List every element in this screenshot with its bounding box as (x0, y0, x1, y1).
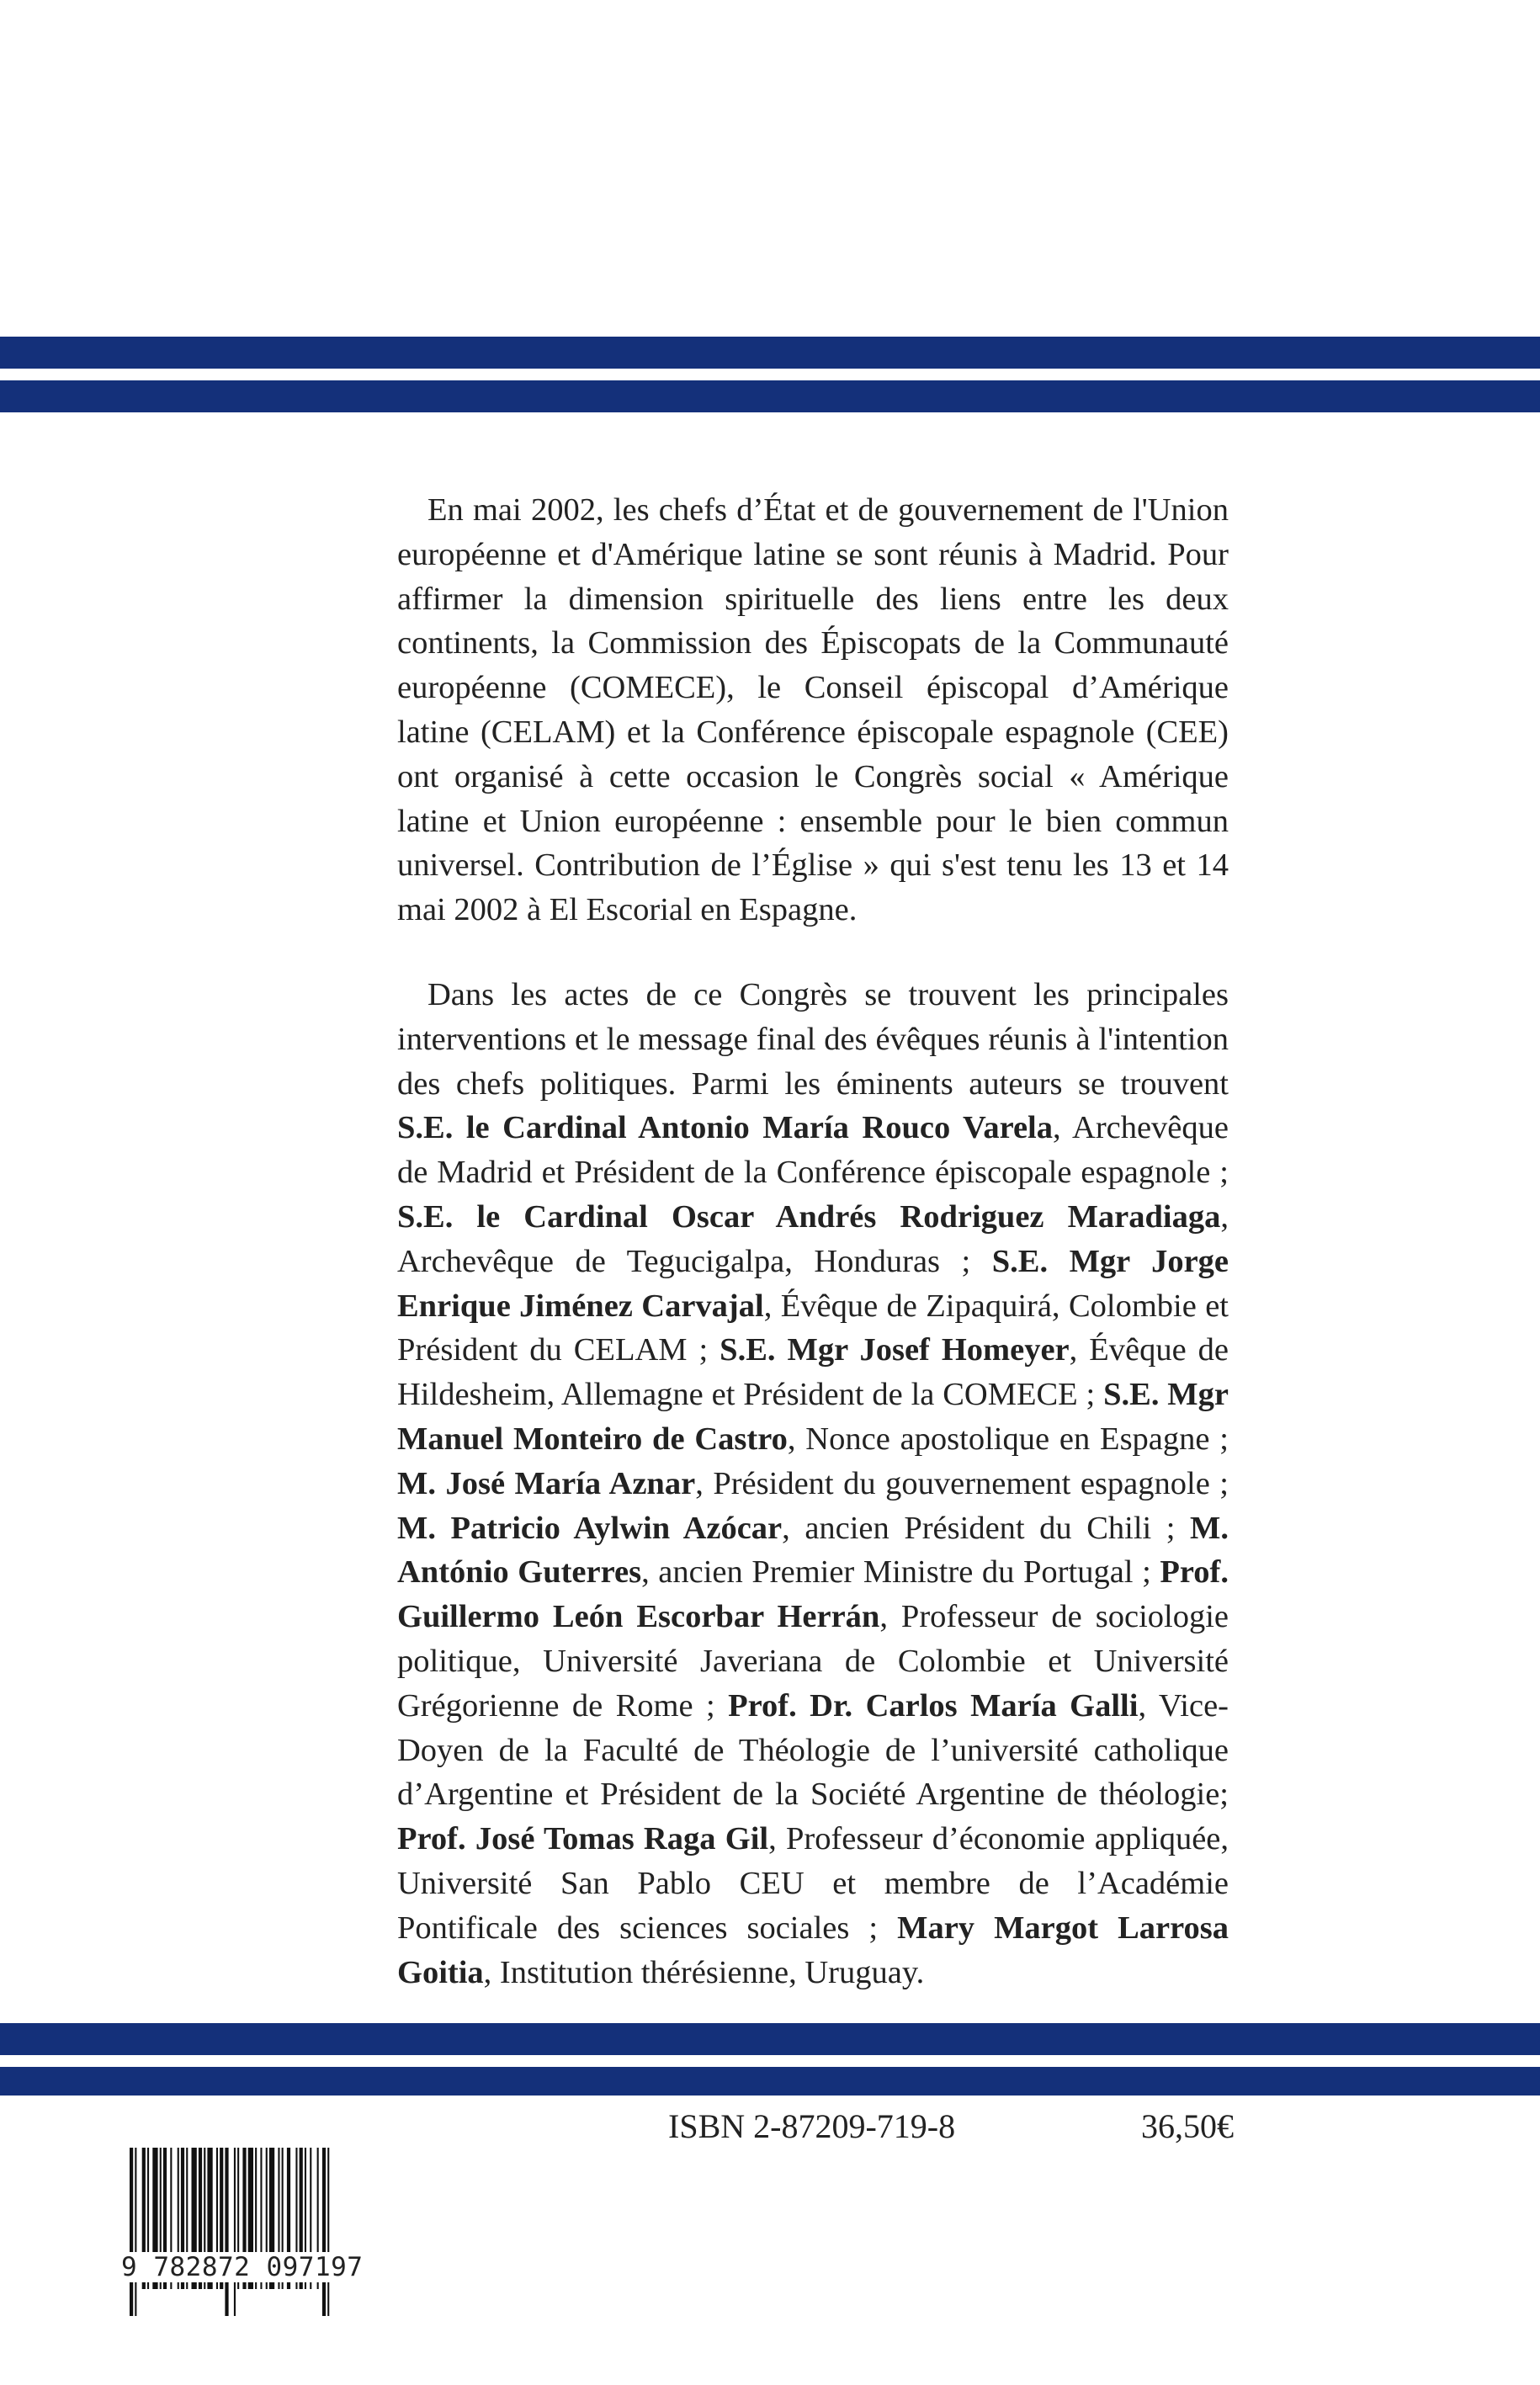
author-role: , Archevêque de Madrid et Président de la Conférence épiscopale espagnole ; (397, 1110, 1229, 1191)
author-name: M. Patricio Aylwin Azócar (397, 1510, 783, 1546)
barcode-bar (322, 2148, 326, 2316)
top-stripe-lower (0, 380, 1540, 412)
bottom-stripe-lower (0, 2067, 1540, 2096)
barcode-bar (135, 2148, 136, 2316)
top-stripe-upper (0, 337, 1540, 369)
description-paragraph-2 (397, 973, 1229, 1995)
price-label: 36,50€ (1141, 2107, 1234, 2145)
author-role: , Archevêque de Tegucigalpa, Honduras ; (397, 1198, 1229, 1279)
barcode-bar (225, 2148, 228, 2316)
bottom-stripe-upper (0, 2023, 1540, 2055)
author-name: S.E. le Cardinal Antonio María Rouco Varela (397, 1110, 1053, 1146)
author-role: , Président du gouvernement espagnole ; (695, 1465, 1229, 1501)
author-name: Prof. Dr. Carlos María Galli (728, 1687, 1139, 1724)
author-role: , ancien Premier Ministre du Portugal ; (641, 1554, 1160, 1591)
author-role: , Institution thérésienne, Uruguay. (483, 1954, 925, 1990)
author-name: S.E. Mgr Josef Homeyer (720, 1332, 1070, 1368)
author-name: M. José María Aznar (397, 1465, 696, 1501)
author-role: , ancien Président du Chili ; (782, 1510, 1191, 1546)
author-name: M. António Guterres (397, 1510, 1229, 1591)
author-name: S.E. Mgr Jorge Enrique Jiménez Carvajal (397, 1243, 1229, 1324)
author-name: S.E. Mgr Manuel Monteiro de Castro (397, 1377, 1229, 1457)
author-name: Mary Margot Larrosa Goitia (397, 1910, 1229, 1990)
author-name: Prof. Guillermo León Escorbar Herrán (397, 1554, 1229, 1635)
barcode-bar (327, 2148, 329, 2316)
isbn-label: ISBN 2-87209-719-8 (668, 2107, 956, 2145)
author-role: , Vice-Doyen de la Faculté de Théologie de l’université catholique d’Argentine et Président de la Société Argentine de théologie; (397, 1687, 1229, 1813)
author-role: , Nonce apostolique en Espagne ; (787, 1421, 1229, 1457)
author-name: S.E. le Cardinal Oscar Andrés Rodriguez Maradiaga (397, 1198, 1221, 1235)
author-role: , Professeur de sociologie politique, Université Javeriana de Colombie et Université Grégorienne de Rome ; (397, 1599, 1229, 1724)
barcode-bar (130, 2148, 133, 2316)
description-paragraph-1: En mai 2002, les chefs d’État et de gouvernement de l'Union européenne et d'Amérique latine se sont réunis à Madrid. Pour affirmer la dimension spirituelle des liens entre les deux continents, la Commission des Épiscopats de la Communauté européenne (COMECE), le Conseil épiscopal d’Amérique latine (CELAM) et la Conférence épiscopale espagnole (CEE) ont organisé à cette occasion le Congrès social « Amérique latine et Union européenne : ensemble pour le bien commun universel. Contribution de l’Église » qui s'est tenu les 13 et 14 mai 2002 à El Escorial en Espagne. (397, 492, 1229, 928)
author-role: , Évêque de Hildesheim, Allemagne et Président de la COMECE ; (397, 1332, 1229, 1413)
author-role: , Évêque de Zipaquirá, Colombie et Président du CELAM ; (397, 1288, 1229, 1368)
barcode-bar (234, 2148, 236, 2316)
author-name: Prof. José Tomas Raga Gil (397, 1821, 769, 1857)
paragraph-2-intro: Dans les actes de ce Congrès se trouvent les principales interventions et le message final des évêques réunis à l'intention des chefs politiques. Parmi les éminents auteurs se trouvent (397, 977, 1229, 1102)
barcode-number: 9 782872 097197 (121, 2252, 390, 2282)
author-role: , Professeur d’économie appliquée, Université San Pablo CEU et membre de l’Académie Pontificale des sciences sociales ; (397, 1821, 1229, 1946)
barcode-image (126, 2148, 384, 2316)
